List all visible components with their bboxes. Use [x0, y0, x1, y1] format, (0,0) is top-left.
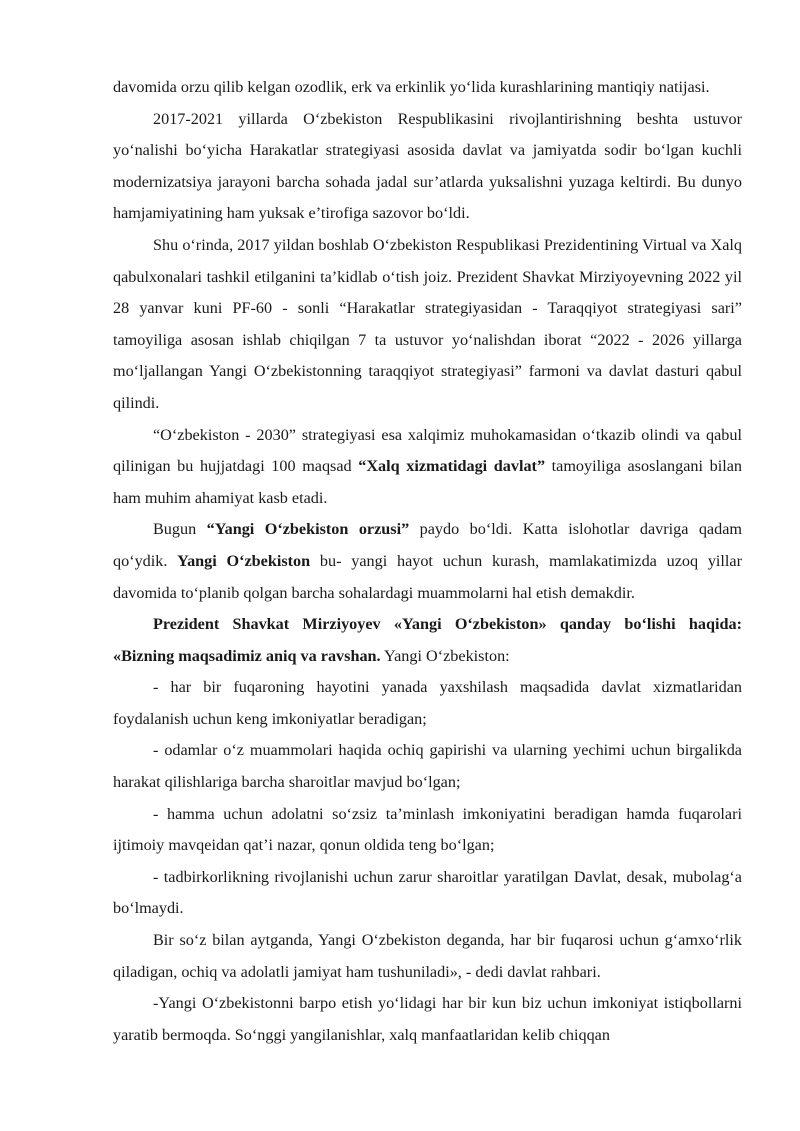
- text-run: Yangi O‘zbekiston:: [380, 646, 510, 665]
- text-run: - tadbirkorlikning rivojlanishi uchun zarur sharoitlar yaratilgan Davlat, desak, mubolag‘a bo‘lmaydi.: [113, 867, 742, 918]
- text-run: Bugun: [153, 520, 207, 539]
- text-run: Shu o‘rinda, 2017 yildan boshlab O‘zbekiston Respublikasi Prezidentining Virtual va Xalq qabulxonalari tashkil etilganini ta’kidlab o‘tish joiz. Prezident Shavkat Mirziyoyevning 2022 yil 28 yanvar kuni PF-60 - sonli “Harakatlar strategiyasidan - Taraqqiyot strategiyasi sari” tamoyiliga asosan ishlab chiqilgan 7 ta ustuvor yo‘nalishdan iborat “2022 - 2026 yillarga mo‘ljallangan Yangi O‘zbekistonning taraqqiyot strategiyasi” farmoni va davlat dasturi qabul qilindi.: [113, 235, 742, 412]
- text-run: davomida orzu qilib kelgan ozodlik, erk va erkinlik yo‘lida kurashlarining mantiqiy natijasi.: [113, 78, 710, 96]
- text-run: -Yangi O‘zbekistonni barpo etish yo‘lidagi har bir kun biz uchun imkoniyat istiqbollarni yaratib bermoqda. So‘nggi yangilanishlar, xalq manfaatlaridan kelib chiqqan: [113, 994, 742, 1044]
- bold-text-run: “Yangi O‘zbekiston orzusi”: [206, 520, 410, 539]
- text-run: bu- yangi hayot uchun kurash, mamlakatimizda uzoq yillar davomida to‘planib qolgan barcha sohalardagi muammolarni hal etish demakdir.: [113, 551, 742, 602]
- paragraph: [113, 514, 742, 609]
- text-run: 2017-2021 yillarda O‘zbekiston Respublikasini rivojlantirishning beshta ustuvor yo‘nalishi bo‘yicha Harakatlar strategiyasi asosida davlat va jamiyatda sodir bo‘lgan kuchli modernizatsiya jarayoni barcha sohada jadal sur’atlarda yuksalishni yuzaga keltirdi. Bu dunyo hamjamiyatining ham yuksak e’tirofiga sazovor bo‘ldi.: [113, 109, 742, 223]
- bold-text-run: “Xalq xizmatidagi davlat”: [358, 457, 546, 476]
- paragraph: [113, 609, 742, 672]
- text-run: - hamma uchun adolatni so‘zsiz ta’minlash imkoniyatini beradigan hamda fuqarolari ijtimoiy mavqeidan qat’i nazar, qonun oldida teng bo‘lgan;: [113, 804, 742, 855]
- bold-text-run: Yangi O‘zbekiston: [177, 551, 311, 570]
- list-item: [113, 862, 742, 925]
- paragraph: [113, 230, 742, 420]
- text-run: - har bir fuqaroning hayotini yanada yaxshilash maqsadida davlat xizmatlaridan foydalanish uchun keng imkoniyatlar beradigan;: [113, 678, 742, 728]
- list-item: [113, 799, 742, 862]
- paragraph: [113, 72, 742, 104]
- text-run: - odamlar o‘z muammolari haqida ochiq gapirishi va ularning yechimi uchun birgalikda harakat qilishlariga barcha sharoitlar mavjud bo‘lgan;: [113, 741, 742, 792]
- list-item: [113, 735, 742, 798]
- paragraph: [113, 420, 742, 515]
- list-item: [113, 672, 742, 735]
- text-run: “O‘zbekiston - 2030” strategiyasi esa xalqimiz muhokamasidan o‘tkazib olindi va qabul qilinigan bu hujjatdagi 100 maqsad: [113, 425, 742, 476]
- text-run: Bir so‘z bilan aytganda, Yangi O‘zbekiston deganda, har bir fuqarosi uchun g‘amxo‘rlik qiladigan, ochiq va adolatli jamiyat ham tushuniladi», - dedi davlat rahbari.: [113, 931, 742, 981]
- bold-text-run: Prezident Shavkat Mirziyoyev «Yangi O‘zbekiston» qanday bo‘lishi haqida: «Bizning maqsadimiz aniq va ravshan.: [113, 615, 742, 665]
- text-run: tamoyiliga asoslangani bilan ham muhim ahamiyat kasb etadi.: [113, 457, 742, 507]
- document-page: [113, 72, 742, 1051]
- paragraph: [113, 104, 742, 230]
- text-run: paydo bo‘ldi. Katta islohotlar davriga qadam qo‘ydik.: [113, 520, 742, 570]
- paragraph: [113, 925, 742, 988]
- paragraph: [113, 988, 742, 1051]
